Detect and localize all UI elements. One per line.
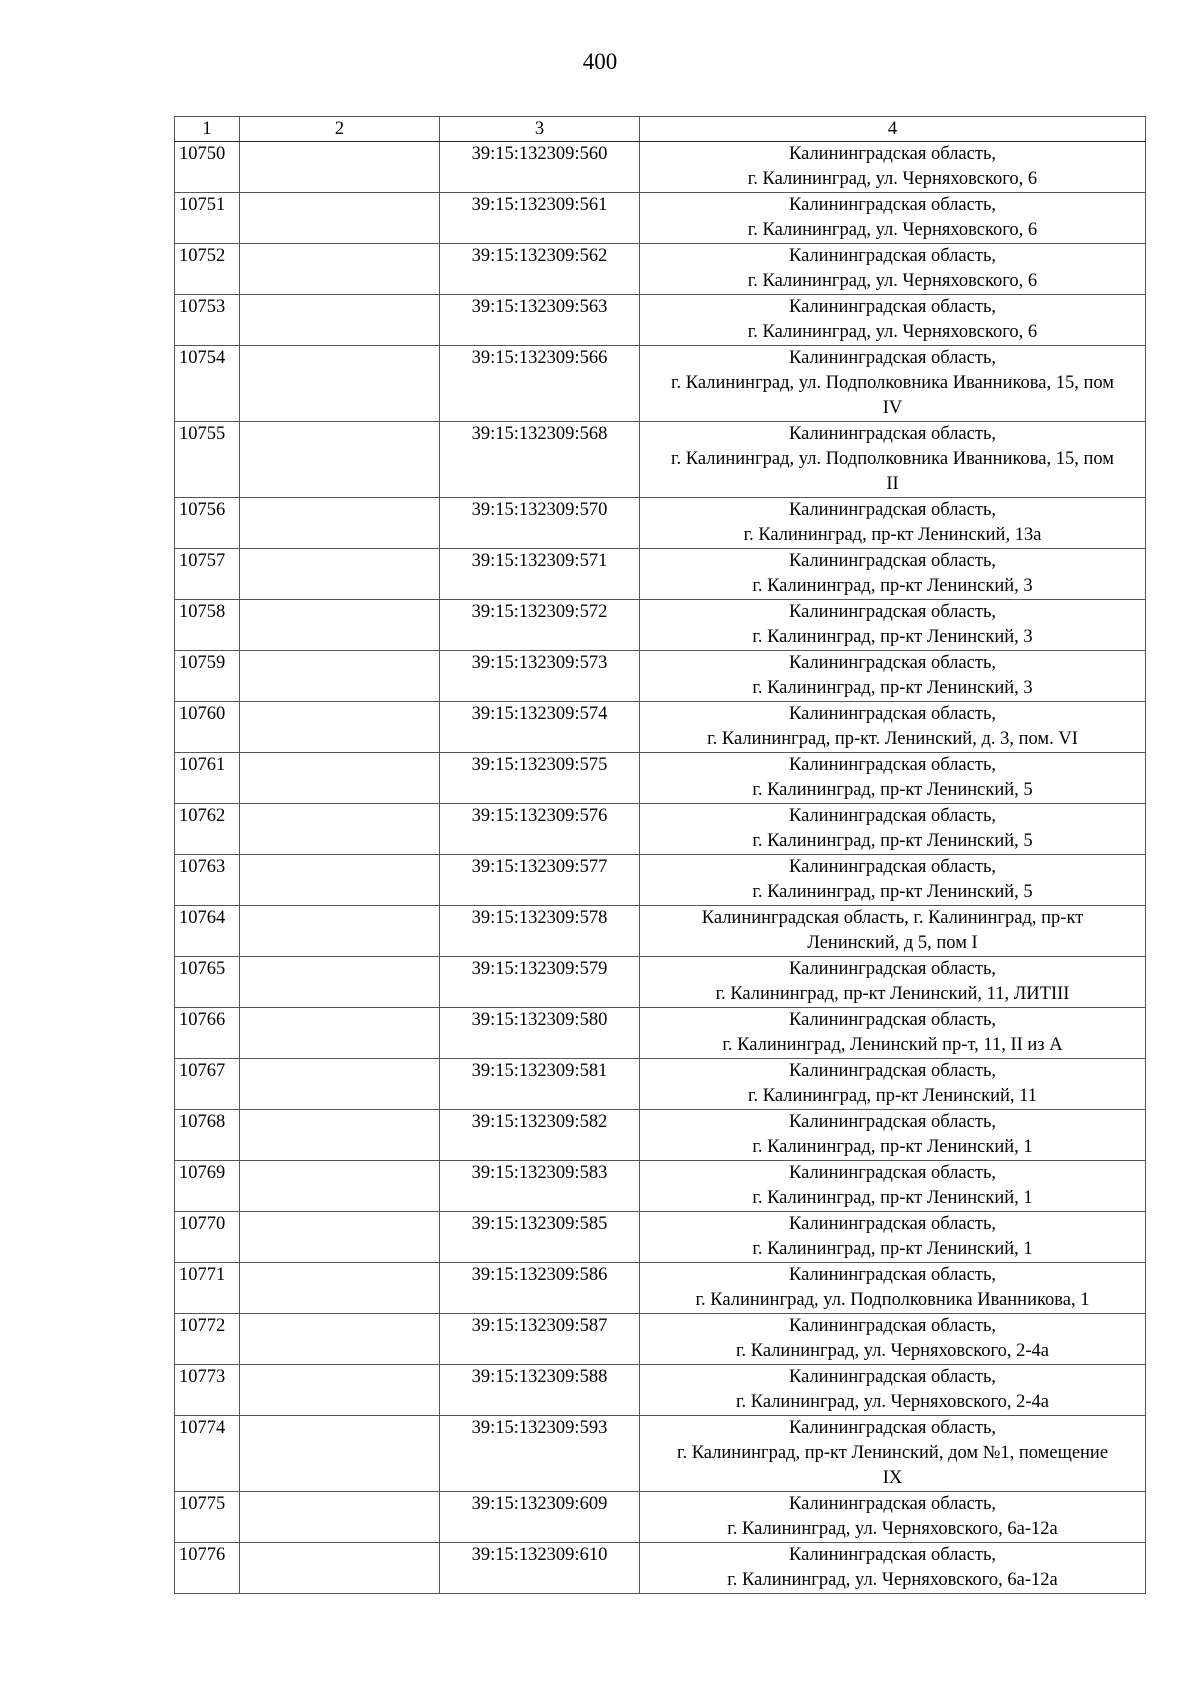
address-cell [640, 957, 1146, 1008]
table-row [175, 498, 1146, 549]
address-line: г. Калининград, пр-кт Ленинский, 11 [748, 1086, 1037, 1106]
address-line: г. Калининград, ул. Подполковника Иванникова, 15, пом [671, 373, 1114, 393]
table-row [175, 346, 1146, 422]
address-line: Калининградская область, [788, 1061, 997, 1081]
address-cell [640, 346, 1146, 422]
address-cell [640, 142, 1146, 193]
address-line: г. Калининград, ул. Черняховского, 6 [747, 322, 1038, 342]
table-row [175, 422, 1146, 498]
address-line: Ленинский, д 5, пом I [807, 933, 978, 953]
address-line: г. Калининград, пр-кт Ленинский, 3 [752, 627, 1033, 647]
cadastral-number-cell: 39:15:132309:578 [440, 906, 640, 957]
address-line: Калининградская область, [788, 806, 997, 826]
table-row [175, 244, 1146, 295]
name-cell [240, 702, 440, 753]
table-row [175, 1110, 1146, 1161]
address-line: г. Калининград, ул. Подполковника Иванникова, 1 [695, 1290, 1090, 1310]
name-cell [240, 1161, 440, 1212]
name-cell [240, 295, 440, 346]
table-row [175, 1161, 1146, 1212]
address-line: Калининградская область, [788, 1112, 997, 1132]
address-line: Калининградская область, [788, 297, 997, 317]
row-number-cell: 10761 [175, 753, 240, 804]
cadastral-number-cell: 39:15:132309:577 [440, 855, 640, 906]
row-number-cell: 10767 [175, 1059, 240, 1110]
cadastral-number-cell: 39:15:132309:573 [440, 651, 640, 702]
cadastral-number-cell: 39:15:132309:568 [440, 422, 640, 498]
name-cell [240, 804, 440, 855]
row-number-cell: 10759 [175, 651, 240, 702]
address-line: Калининградская область, [788, 195, 997, 215]
address-line: IV [882, 398, 903, 418]
address-line: Калининградская область, [788, 1214, 997, 1234]
address-line: Калининградская область, [788, 246, 997, 266]
registry-table [174, 116, 1146, 1594]
address-cell [640, 600, 1146, 651]
cadastral-number-cell: 39:15:132309:571 [440, 549, 640, 600]
address-line: г. Калининград, ул. Черняховского, 2-4а [735, 1392, 1049, 1412]
address-cell [640, 193, 1146, 244]
address-line: г. Калининград, пр-кт Ленинский, 1 [752, 1137, 1033, 1157]
column-header-4: 4 [640, 117, 1146, 142]
row-number-cell: 10764 [175, 906, 240, 957]
row-number-cell: 10769 [175, 1161, 240, 1212]
cadastral-number-cell: 39:15:132309:563 [440, 295, 640, 346]
address-line: г. Калининград, пр-кт Ленинский, 3 [752, 678, 1033, 698]
address-cell [640, 1008, 1146, 1059]
table-row [175, 1314, 1146, 1365]
address-line: г. Калининград, пр-кт Ленинский, 13а [743, 525, 1042, 545]
table-row [175, 753, 1146, 804]
address-cell [640, 1365, 1146, 1416]
address-line: Калининградская область, [788, 1545, 997, 1565]
row-number-cell: 10751 [175, 193, 240, 244]
name-cell [240, 651, 440, 702]
cadastral-number-cell: 39:15:132309:580 [440, 1008, 640, 1059]
row-number-cell: 10770 [175, 1212, 240, 1263]
table-row [175, 651, 1146, 702]
name-cell [240, 1059, 440, 1110]
row-number-cell: 10773 [175, 1365, 240, 1416]
table-row [175, 957, 1146, 1008]
table-row [175, 1492, 1146, 1543]
name-cell [240, 1008, 440, 1059]
address-line: Калининградская область, [788, 1367, 997, 1387]
address-line: Калининградская область, [788, 500, 997, 520]
cadastral-number-cell: 39:15:132309:593 [440, 1416, 640, 1492]
cadastral-number-cell: 39:15:132309:579 [440, 957, 640, 1008]
address-line: г. Калининград, пр-кт Ленинский, дом №1, помещение [676, 1443, 1109, 1463]
name-cell [240, 855, 440, 906]
cadastral-number-cell: 39:15:132309:585 [440, 1212, 640, 1263]
address-cell [640, 549, 1146, 600]
address-cell [640, 295, 1146, 346]
address-cell [640, 651, 1146, 702]
address-cell [640, 422, 1146, 498]
address-line: г. Калининград, пр-кт. Ленинский, д. 3, пом. VI [707, 729, 1078, 749]
table-row [175, 1008, 1146, 1059]
name-cell [240, 1110, 440, 1161]
table-row [175, 1416, 1146, 1492]
address-line: г. Калининград, ул. Черняховского, 2-4а [735, 1341, 1049, 1361]
name-cell [240, 1416, 440, 1492]
name-cell [240, 957, 440, 1008]
address-line: г. Калининград, пр-кт Ленинский, 3 [752, 576, 1033, 596]
row-number-cell: 10766 [175, 1008, 240, 1059]
address-line: Калининградская область, [788, 1418, 997, 1438]
address-line: IX [882, 1468, 903, 1488]
address-line: г. Калининград, пр-кт Ленинский, 5 [752, 831, 1033, 851]
name-cell [240, 346, 440, 422]
address-cell [640, 804, 1146, 855]
cadastral-number-cell: 39:15:132309:560 [440, 142, 640, 193]
address-line: г. Калининград, пр-кт Ленинский, 1 [752, 1188, 1033, 1208]
table-row [175, 142, 1146, 193]
table-header-row [175, 117, 1146, 142]
address-line: Калининградская область, [788, 704, 997, 724]
row-number-cell: 10776 [175, 1543, 240, 1594]
address-line: г. Калининград, ул. Черняховского, 6а-12а [727, 1519, 1058, 1539]
row-number-cell: 10775 [175, 1492, 240, 1543]
address-line: г. Калининград, Ленинский пр-т, 11, II из А [722, 1035, 1063, 1055]
row-number-cell: 10772 [175, 1314, 240, 1365]
name-cell [240, 193, 440, 244]
name-cell [240, 549, 440, 600]
row-number-cell: 10762 [175, 804, 240, 855]
column-header-3: 3 [440, 117, 640, 142]
address-line: Калининградская область, [788, 1316, 997, 1336]
cadastral-number-cell: 39:15:132309:587 [440, 1314, 640, 1365]
column-header-1: 1 [175, 117, 240, 142]
address-line: Калининградская область, [788, 602, 997, 622]
address-cell [640, 1492, 1146, 1543]
address-line: II [886, 474, 899, 494]
address-line: Калининградская область, [788, 1494, 997, 1514]
name-cell [240, 600, 440, 651]
cadastral-number-cell: 39:15:132309:566 [440, 346, 640, 422]
address-line: г. Калининград, пр-кт Ленинский, 5 [752, 780, 1033, 800]
name-cell [240, 1365, 440, 1416]
address-cell [640, 1110, 1146, 1161]
cadastral-number-cell: 39:15:132309:586 [440, 1263, 640, 1314]
table-row [175, 549, 1146, 600]
address-line: г. Калининград, ул. Черняховского, 6 [747, 271, 1038, 291]
row-number-cell: 10771 [175, 1263, 240, 1314]
row-number-cell: 10755 [175, 422, 240, 498]
address-cell [640, 855, 1146, 906]
table-row [175, 804, 1146, 855]
address-line: г. Калининград, ул. Черняховского, 6 [747, 169, 1038, 189]
cadastral-number-cell: 39:15:132309:582 [440, 1110, 640, 1161]
name-cell [240, 1543, 440, 1594]
row-number-cell: 10754 [175, 346, 240, 422]
cadastral-number-cell: 39:15:132309:576 [440, 804, 640, 855]
row-number-cell: 10753 [175, 295, 240, 346]
row-number-cell: 10768 [175, 1110, 240, 1161]
table-row [175, 600, 1146, 651]
cadastral-number-cell: 39:15:132309:575 [440, 753, 640, 804]
row-number-cell: 10752 [175, 244, 240, 295]
cadastral-number-cell: 39:15:132309:574 [440, 702, 640, 753]
address-line: Калининградская область, [788, 755, 997, 775]
table-row [175, 702, 1146, 753]
row-number-cell: 10760 [175, 702, 240, 753]
table-row [175, 1543, 1146, 1594]
address-line: г. Калининград, пр-кт Ленинский, 11, ЛИТIII [715, 984, 1070, 1004]
table-row [175, 1059, 1146, 1110]
address-cell [640, 1212, 1146, 1263]
cadastral-number-cell: 39:15:132309:609 [440, 1492, 640, 1543]
table-row [175, 1212, 1146, 1263]
name-cell [240, 1314, 440, 1365]
cadastral-number-cell: 39:15:132309:562 [440, 244, 640, 295]
row-number-cell: 10758 [175, 600, 240, 651]
address-line: г. Калининград, ул. Подполковника Иванникова, 15, пом [671, 449, 1114, 469]
address-line: г. Калининград, ул. Черняховского, 6а-12а [727, 1570, 1058, 1590]
name-cell [240, 422, 440, 498]
name-cell [240, 142, 440, 193]
cadastral-number-cell: 39:15:132309:588 [440, 1365, 640, 1416]
table-row [175, 906, 1146, 957]
address-line: Калининградская область, [788, 857, 997, 877]
row-number-cell: 10756 [175, 498, 240, 549]
name-cell [240, 1492, 440, 1543]
address-cell [640, 906, 1146, 957]
table-row [175, 855, 1146, 906]
address-cell [640, 1416, 1146, 1492]
address-cell [640, 1263, 1146, 1314]
name-cell [240, 1263, 440, 1314]
address-line: г. Калининград, ул. Черняховского, 6 [747, 220, 1038, 240]
cadastral-number-cell: 39:15:132309:583 [440, 1161, 640, 1212]
address-cell [640, 702, 1146, 753]
address-cell [640, 1161, 1146, 1212]
name-cell [240, 753, 440, 804]
address-cell [640, 753, 1146, 804]
address-line: Калининградская область, [788, 144, 997, 164]
row-number-cell: 10750 [175, 142, 240, 193]
cadastral-number-cell: 39:15:132309:572 [440, 600, 640, 651]
address-cell [640, 1543, 1146, 1594]
name-cell [240, 244, 440, 295]
address-line: Калининградская область, [788, 424, 997, 444]
table-row [175, 1263, 1146, 1314]
address-cell [640, 244, 1146, 295]
address-cell [640, 1059, 1146, 1110]
row-number-cell: 10765 [175, 957, 240, 1008]
address-cell [640, 1314, 1146, 1365]
page-number: 400 [582, 49, 618, 74]
cadastral-number-cell: 39:15:132309:561 [440, 193, 640, 244]
row-number-cell: 10763 [175, 855, 240, 906]
column-header-2: 2 [240, 117, 440, 142]
table-body [175, 117, 1146, 1594]
name-cell [240, 906, 440, 957]
address-line: Калининградская область, [788, 551, 997, 571]
address-cell [640, 498, 1146, 549]
address-line: Калининградская область, [788, 348, 997, 368]
address-line: г. Калининград, пр-кт Ленинский, 5 [752, 882, 1033, 902]
address-line: Калининградская область, [788, 1010, 997, 1030]
row-number-cell: 10757 [175, 549, 240, 600]
table-row [175, 295, 1146, 346]
address-line: Калининградская область, [788, 1163, 997, 1183]
address-line: Калининградская область, г. Калининград, пр-кт [701, 908, 1084, 928]
address-line: г. Калининград, пр-кт Ленинский, 1 [752, 1239, 1033, 1259]
cadastral-number-cell: 39:15:132309:581 [440, 1059, 640, 1110]
name-cell [240, 498, 440, 549]
cadastral-number-cell: 39:15:132309:570 [440, 498, 640, 549]
address-line: Калининградская область, [788, 959, 997, 979]
table-row [175, 1365, 1146, 1416]
name-cell [240, 1212, 440, 1263]
address-line: Калининградская область, [788, 653, 997, 673]
cadastral-number-cell: 39:15:132309:610 [440, 1543, 640, 1594]
row-number-cell: 10774 [175, 1416, 240, 1492]
table-row [175, 193, 1146, 244]
address-line: Калининградская область, [788, 1265, 997, 1285]
